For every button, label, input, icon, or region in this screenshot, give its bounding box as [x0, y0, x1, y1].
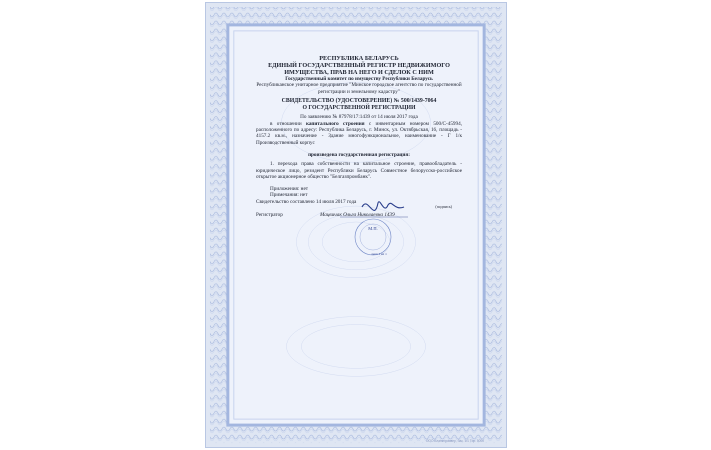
certificate-subtitle: О ГОСУДАРСТВЕННОЙ РЕГИСТРАЦИИ — [302, 104, 416, 111]
attachments-line: Приложения: нет — [270, 186, 309, 193]
register-heading: ЕДИНЫЙ ГОСУДАРСТВЕННЫЙ РЕГИСТР НЕДВИЖИМОГО ИМУЩЕСТВА, ПРАВ НА НЕГО И СДЕЛОК С НИМ — [268, 62, 450, 76]
country-heading: РЕСПУБЛИКА БЕЛАРУСЬ — [319, 55, 399, 62]
printer-footer-mark: ООО Бланкпромвер, Зак. 1/1 Тир. 5000 — [425, 439, 484, 443]
registrar-label: Регистратор — [256, 212, 283, 219]
object-type: капитального строения — [305, 120, 365, 127]
regarding-prefix: в отношении — [270, 120, 306, 127]
application-line: По заявлению № 87978/17:1439 от 14 июля 2017 года — [300, 114, 418, 121]
object-description — [256, 121, 462, 146]
stamp-mp: М.П. — [368, 226, 378, 231]
registration-performed: произведена государственная регистрация: — [308, 151, 410, 158]
official-stamp — [334, 193, 412, 263]
committee-name: Государственный комитет по имуществу Республики Беларусь — [285, 76, 433, 82]
notes-line: Примечания: нет — [270, 192, 308, 199]
certificate-sheet — [205, 2, 507, 448]
issued-line: Свидетельство составлено 14 июля 2017 года — [256, 198, 357, 205]
signature-scribble — [362, 202, 404, 211]
certificate-title: СВИДЕТЕЛЬСТВО (УДОСТОВЕРЕНИЕ) № 500/1439-7064 — [281, 97, 437, 104]
registration-item-1: 1. перехода права собственности на капитальное строение, правообладатель - юридическое лицо, резидент Республики Беларусь Совместное белорусско-российское открытое акционерное общество "Белгазпромбанк". — [256, 161, 462, 180]
enterprise-name: Республиканское унитарное предприятие "Минское городское агентство по государственной регистрации и земельному кадастру" — [256, 82, 462, 95]
object-details: с инвентарным номером 500/С-45994, расположенного по адресу: Республика Беларусь, г. Минск, ул. Октябрьская, 16, площадь - 4157.2 кв.м., назначение - Здание многофункциональное, наименование - Г 1/к Производственный корпус — [256, 120, 462, 146]
signature-caption: (подпись) — [435, 204, 452, 210]
registrar-name: Мацвичак Ольга Николаевна 1439 — [320, 212, 395, 219]
stamp-sheet-counter: лист 1 из 1 — [371, 252, 387, 256]
certificate-body — [256, 55, 462, 219]
